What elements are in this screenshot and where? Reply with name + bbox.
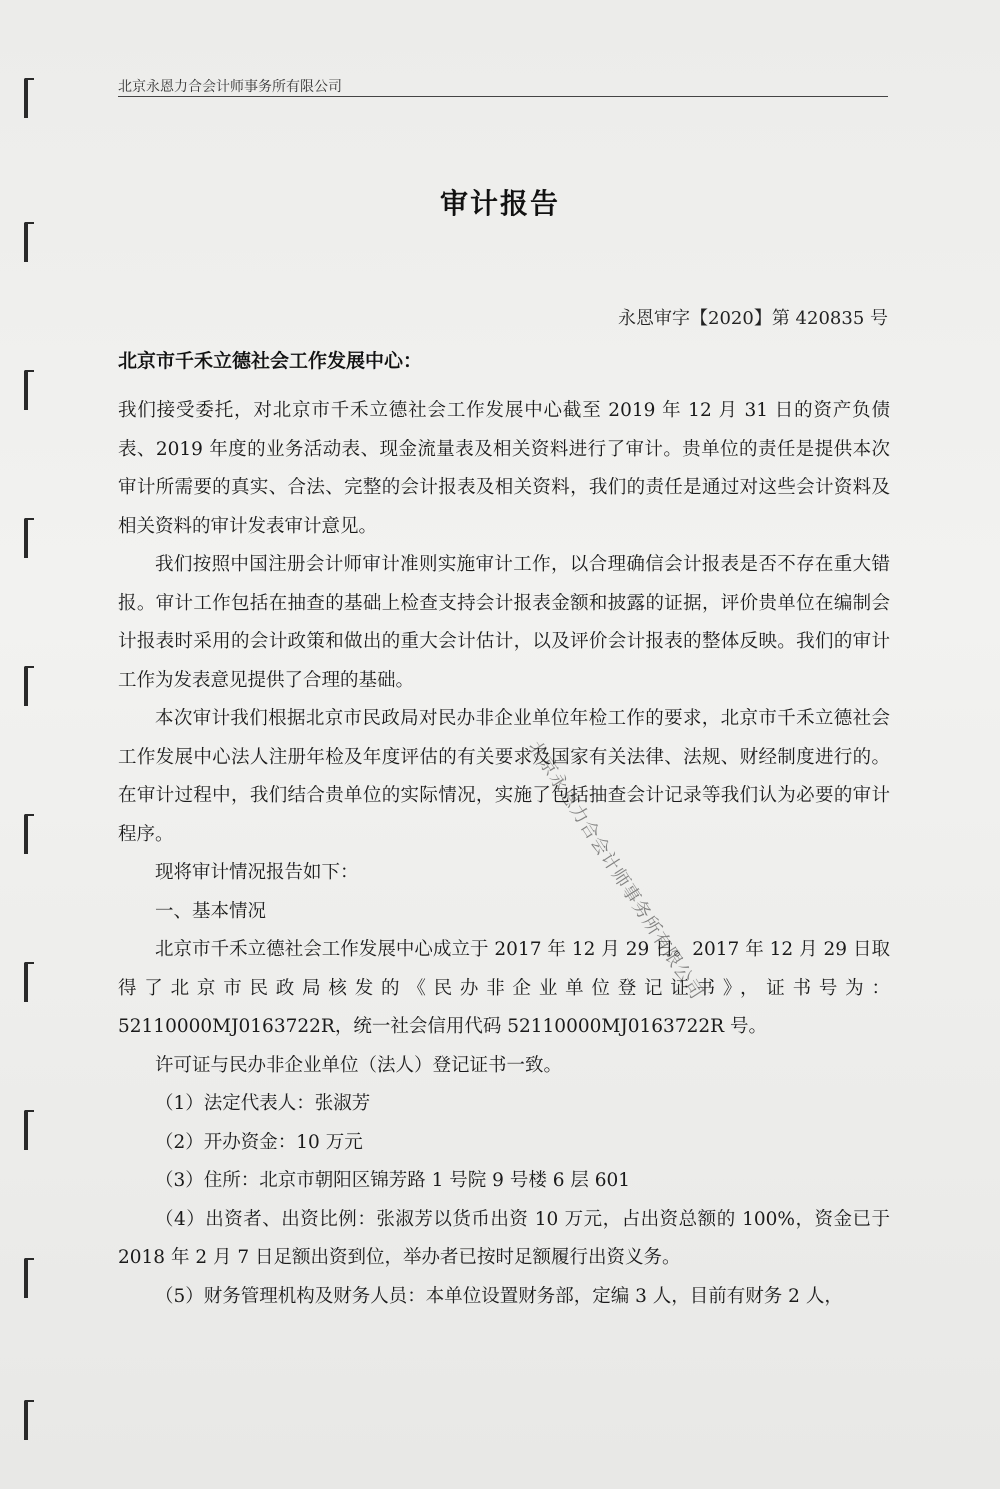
binding-hole: [24, 962, 34, 1002]
binding-hole: [24, 1258, 34, 1298]
binding-hole: [24, 518, 34, 558]
paragraph: 本次审计我们根据北京市民政局对民办非企业单位年检工作的要求，北京市千禾立德社会工作发展中心法人注册年检及年度评估的有关要求及国家有关法律、法规、财经制度进行的。在审计过程中，我们结合贵单位的实际情况，实施了包括抽查会计记录等我们认为必要的审计程序。: [118, 708, 890, 845]
binding-hole: [24, 1400, 34, 1440]
list-item: （5）财务管理机构及财务人员：本单位设置财务部，定编 3 人，目前有财务 2 人，: [155, 1285, 843, 1307]
header-divider: [118, 96, 888, 97]
document-title: 审计报告: [439, 187, 560, 220]
addressee: 北京市千禾立德社会工作发展中心：: [118, 350, 423, 372]
firm-name-header: 北京永恩力合会计师事务所有限公司: [118, 79, 342, 95]
section-heading: 一、基本情况: [155, 900, 267, 922]
paragraph: 许可证与民办非企业单位（法人）登记证书一致。: [155, 1054, 563, 1076]
binding-hole: [24, 814, 34, 854]
binding-hole: [24, 666, 34, 706]
list-item: （4）出资者、出资比例：张淑芳以货币出资 10 万元，占出资总额的 100%，资金已于 2018 年 2 月 7 日足额出资到位，举办者已按时足额履行出资义务。: [118, 1208, 890, 1268]
paragraph: 北京市千禾立德社会工作发展中心成立于 2017 年 12 月 29 日。2017 年 12 月 29 日取得了北京市民政局核发的《民办非企业单位登记证书》，证书号为：52110000MJ0163722R，统一社会信用代码 52110000MJ0163722R 号。: [118, 939, 890, 1037]
list-item: （3）住所：北京市朝阳区锦芳路 1 号院 9 号楼 6 层 601: [155, 1170, 631, 1191]
binding-hole: [24, 78, 34, 118]
list-item: （2）开办资金：10 万元: [155, 1131, 363, 1153]
binding-hole: [24, 222, 34, 262]
paragraph: 我们接受委托，对北京市千禾立德社会工作发展中心截至 2019 年 12 月 31 日的资产负债表、2019 年度的业务活动表、现金流量表及相关资料进行了审计。贵单位的责任是提供本次审计所需要的真实、合法、完整的会计报表及相关资料，我们的责任是通过对这些会计资料及相关资料的审计发表审计意见。: [118, 400, 890, 537]
binding-hole: [24, 370, 34, 410]
list-item: （1）法定代表人：张淑芳: [155, 1093, 371, 1114]
report-number: 永恩审字【2020】第 420835 号: [618, 308, 888, 329]
company-seal-stamp: 北京永恩力合会计师事务所有限公司: [524, 737, 708, 1004]
document-body: [118, 392, 890, 1316]
paragraph: 我们按照中国注册会计师审计准则实施审计工作，以合理确信会计报表是否不存在重大错报。审计工作包括在抽查的基础上检查支持会计报表金额和披露的证据，评价贵单位在编制会计报表时采用的会计政策和做出的重大会计估计，以及评价会计报表的整体反映。我们的审计工作为发表意见提供了合理的基础。: [118, 554, 890, 691]
binding-hole: [24, 1110, 34, 1150]
paragraph: 现将审计情况报告如下：: [155, 862, 359, 883]
